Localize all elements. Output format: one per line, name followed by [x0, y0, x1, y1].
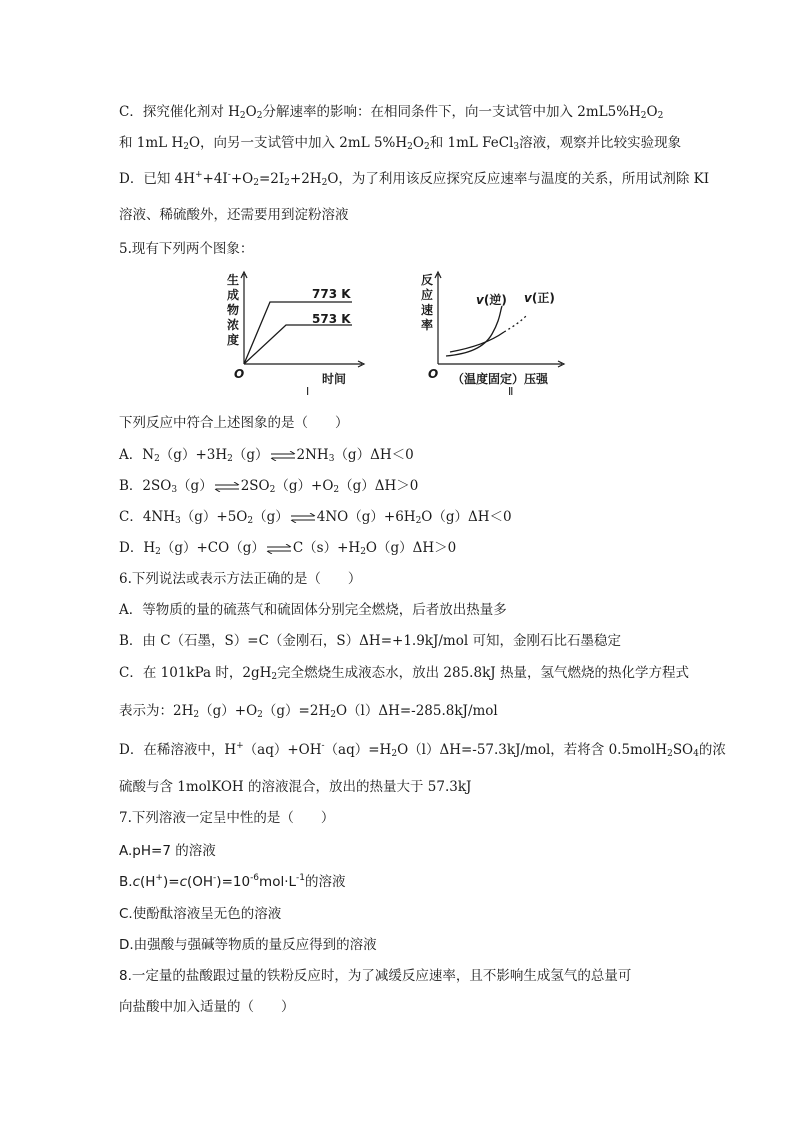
chart1-label-773k: 773 K — [312, 287, 351, 301]
q5-stem: 5.现有下列两个图象： — [119, 241, 254, 257]
q6-option-c-line2: 表示为：$2H_2(g)+O_2(g)=2H_2O(l)\Delta H=-285.8kJ$/mol — [119, 703, 498, 720]
chart2-series-forward — [450, 332, 504, 352]
reversible-arrow-icon — [290, 513, 316, 523]
chart2-origin: O — [428, 367, 439, 381]
chart1-ylabel-5: 度 — [226, 333, 240, 347]
q5-option-d: D．$H_2(g)+CO(g)$ $C(s)+H_2O(g)\Delta H>0$ — [119, 540, 457, 557]
chart-2 — [416, 268, 568, 398]
chart2-label-forward: v(正) — [524, 291, 555, 305]
chart2-xlabel: （温度固定）压强 — [452, 372, 549, 386]
chart2-caption: Ⅱ — [508, 385, 514, 398]
q8-stem-line2: 向盐酸中加入适量的（ ） — [119, 999, 295, 1015]
q5-option-c: C．$4NH_3(g)+5O_2(g)$ $4NO(g)+6H_2O(g)\Delta H<0$ — [119, 509, 512, 526]
chart1-xlabel: 时间 — [322, 372, 347, 386]
q6-option-c-line1: C．在 101kPa 时，$2gH_2$完全燃烧生成液态水，放出 285.8kJ 热量，氢气燃烧的热化学方程式 — [119, 665, 689, 682]
q7-option-d: D.由强酸与强碱等物质的量反应得到的溶液 — [119, 937, 377, 953]
reversible-arrow-icon — [270, 451, 296, 461]
chart1-ylabel-3: 物 — [226, 303, 240, 317]
chart1-caption: Ⅰ — [306, 385, 310, 398]
q5-question: 下列反应中符合上述图象的是（ ） — [119, 415, 349, 431]
q5-option-a: A．$N_2(g)+3H_2(g)$ $2NH_3(g)\Delta H<0$ — [119, 447, 414, 464]
chart1-label-573k: 573 K — [312, 312, 351, 326]
chart2-ylabel-4: 率 — [420, 318, 434, 332]
q4-option-c-line1: C．探究催化剂对 $H_2O_2$分解速率的影响：在相同条件下，向一支试管中加入 $2mL5\%H_2O_2$ — [119, 104, 664, 121]
q6-stem: 6.下列说法或表示方法正确的是（ ） — [119, 571, 362, 587]
chart1-series-573k — [244, 325, 352, 364]
q7-option-b: $B.c(H^+)=c(OH^-)=10^{-6}mol\cdot L^{-1}$的溶液 — [119, 873, 346, 890]
q7-option-a: A.pH=7 的溶液 — [119, 843, 216, 859]
q4-option-c-line2: 和 1mL $H_2O$，向另一支试管中加入 2mL $5\%H_2O_2$和 1mL FeCl$_3$溶液，观察并比较实验现象 — [119, 135, 682, 152]
chart1-ylabel-1: 生 — [226, 273, 240, 287]
q4-option-d-line1: D．已知 $4H^++4I^-+O_2=2I_2+2H_2O$，为了利用该反应探究反应速率与温度的关系，所用试剂除 KI — [119, 170, 710, 188]
q4-option-d-line2: 溶液、稀硫酸外，还需要用到淀粉溶液 — [119, 207, 349, 223]
chart2-series-forward-dotted — [504, 316, 526, 332]
reversible-arrow-icon — [266, 544, 292, 554]
q7-option-c: C.使酚酞溶液呈无色的溶液 — [119, 906, 282, 922]
chart1-origin: O — [234, 367, 245, 381]
q6-option-d-line1: D．在稀溶液中，$H^+(aq)+OH^-(aq)=H_2O(l)\Delta H=-57.3kJ$/mol，若将含 $0.5molH_2SO_4$的浓 — [119, 741, 726, 759]
q8-stem-line1: 8.一定量的盐酸跟过量的铁粉反应时，为了减缓反应速率，且不影响生成氢气的总量可 — [119, 968, 632, 984]
q5-option-b: B．$2SO_3(g)$ $2SO_2(g)+O_2(g)\Delta H>0$ — [119, 478, 419, 495]
chart2-label-reverse: v(逆) — [476, 293, 507, 307]
q6-option-d-line2: 硫酸与含 1molKOH 的溶液混合，放出的热量大于 57.3kJ — [119, 779, 472, 795]
chart2-ylabel-2: 应 — [420, 288, 434, 302]
q6-option-b: B．由 C（石墨，S）=C（金刚石，S）ΔH=+1.9kJ/mol 可知，金刚石比石墨稳定 — [119, 633, 621, 649]
chart1-ylabel-4: 浓 — [226, 318, 240, 332]
q6-option-a: A．等物质的量的硫蒸气和硫固体分别完全燃烧，后者放出热量多 — [119, 602, 507, 618]
chart2-series-reverse — [446, 306, 502, 356]
chart2-ylabel-1: 反 — [420, 273, 434, 287]
q7-stem: 7.下列溶液一定呈中性的是（ ） — [119, 810, 335, 826]
reversible-arrow-icon — [214, 482, 240, 492]
chart2-ylabel-3: 速 — [420, 303, 434, 317]
chart1-ylabel-2: 成 — [226, 288, 240, 302]
chart-1 — [222, 268, 368, 398]
